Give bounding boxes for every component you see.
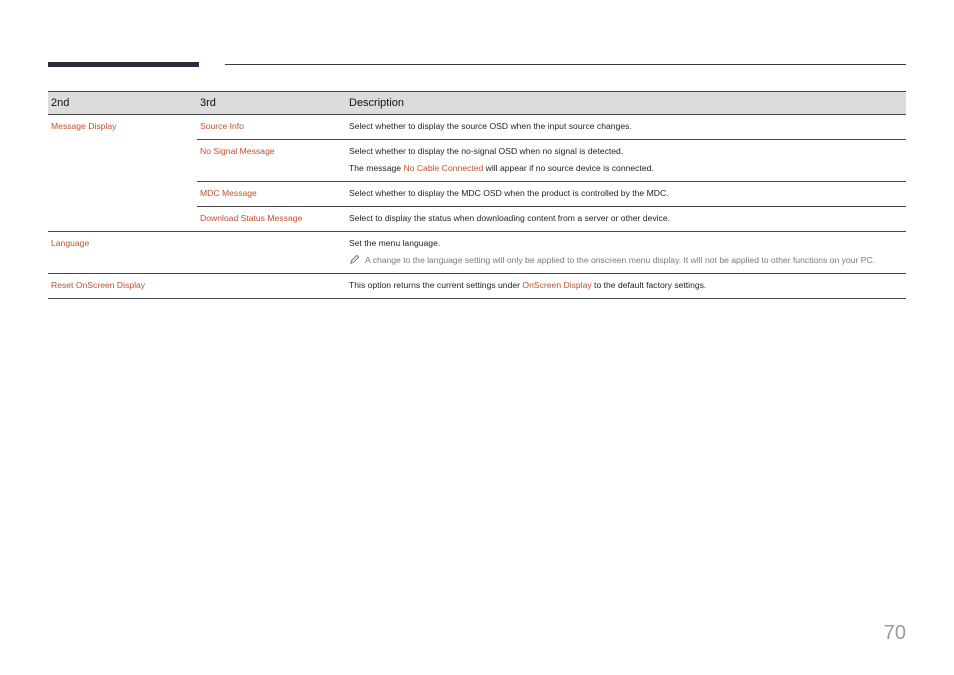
- row-desc-cell: [346, 207, 906, 232]
- no-signal-message-label: No Signal Message: [200, 146, 275, 156]
- language-description: Set the menu language.: [349, 238, 441, 248]
- row-3rd-cell: [197, 115, 346, 140]
- row-3rd-cell: [197, 140, 346, 182]
- row-3rd-cell: [197, 232, 346, 274]
- row-2nd-language: [48, 232, 197, 274]
- download-status-description: Select to display the status when downloading content from a server or other device.: [349, 213, 671, 223]
- table-row: [48, 232, 906, 274]
- language-note: [349, 254, 906, 267]
- no-cable-connected-link: No Cable Connected: [403, 163, 484, 173]
- row-2nd-message-display: [48, 115, 197, 232]
- column-header-3rd: 3rd: [197, 92, 346, 115]
- mdc-message-description: Select whether to display the MDC OSD when the product is controlled by the MDC.: [349, 188, 669, 198]
- pencil-icon: [349, 254, 360, 265]
- top-rule-thick: [48, 62, 199, 67]
- row-3rd-cell: [197, 207, 346, 232]
- message-display-label: Message Display: [51, 121, 117, 131]
- no-signal-description: Select whether to display the no-signal OSD when no signal is detected.: [349, 146, 624, 156]
- language-note-text: A change to the language setting will only be applied to the onscreen menu display. It will not be applied to other functions on your PC.: [365, 255, 876, 265]
- column-header-2nd: 2nd: [48, 92, 197, 115]
- mdc-message-label: MDC Message: [200, 188, 257, 198]
- row-desc-cell: [346, 274, 906, 299]
- reset-description: [349, 279, 906, 292]
- no-cable-pre: The message: [349, 163, 404, 173]
- column-header-description: Description: [346, 92, 906, 115]
- no-cable-description: [349, 162, 906, 175]
- language-label: Language: [51, 238, 90, 248]
- reset-onscreen-display-label: Reset OnScreen Display: [51, 280, 146, 290]
- reset-post: to the default factory settings.: [591, 280, 707, 290]
- row-desc-cell: [346, 232, 906, 274]
- row-desc-cell: [346, 115, 906, 140]
- source-info-description: Select whether to display the source OSD when the input source changes.: [349, 121, 632, 131]
- row-3rd-cell: [197, 182, 346, 207]
- table-row: [48, 274, 906, 299]
- row-desc-cell: [346, 182, 906, 207]
- no-cable-post: will appear if no source device is connected.: [483, 163, 654, 173]
- source-info-label: Source Info: [200, 121, 244, 131]
- page-number: 70: [883, 622, 906, 644]
- table-header-row: [48, 92, 906, 115]
- reset-pre: This option returns the current settings under: [349, 280, 523, 290]
- row-2nd-reset: [48, 274, 197, 299]
- top-rule-thin: [225, 64, 906, 65]
- settings-table: [48, 91, 906, 299]
- table-row: [48, 115, 906, 140]
- row-desc-cell: [346, 140, 906, 182]
- onscreen-display-link: OnScreen Display: [522, 280, 592, 290]
- row-3rd-cell: [197, 274, 346, 299]
- download-status-message-label: Download Status Message: [200, 213, 303, 223]
